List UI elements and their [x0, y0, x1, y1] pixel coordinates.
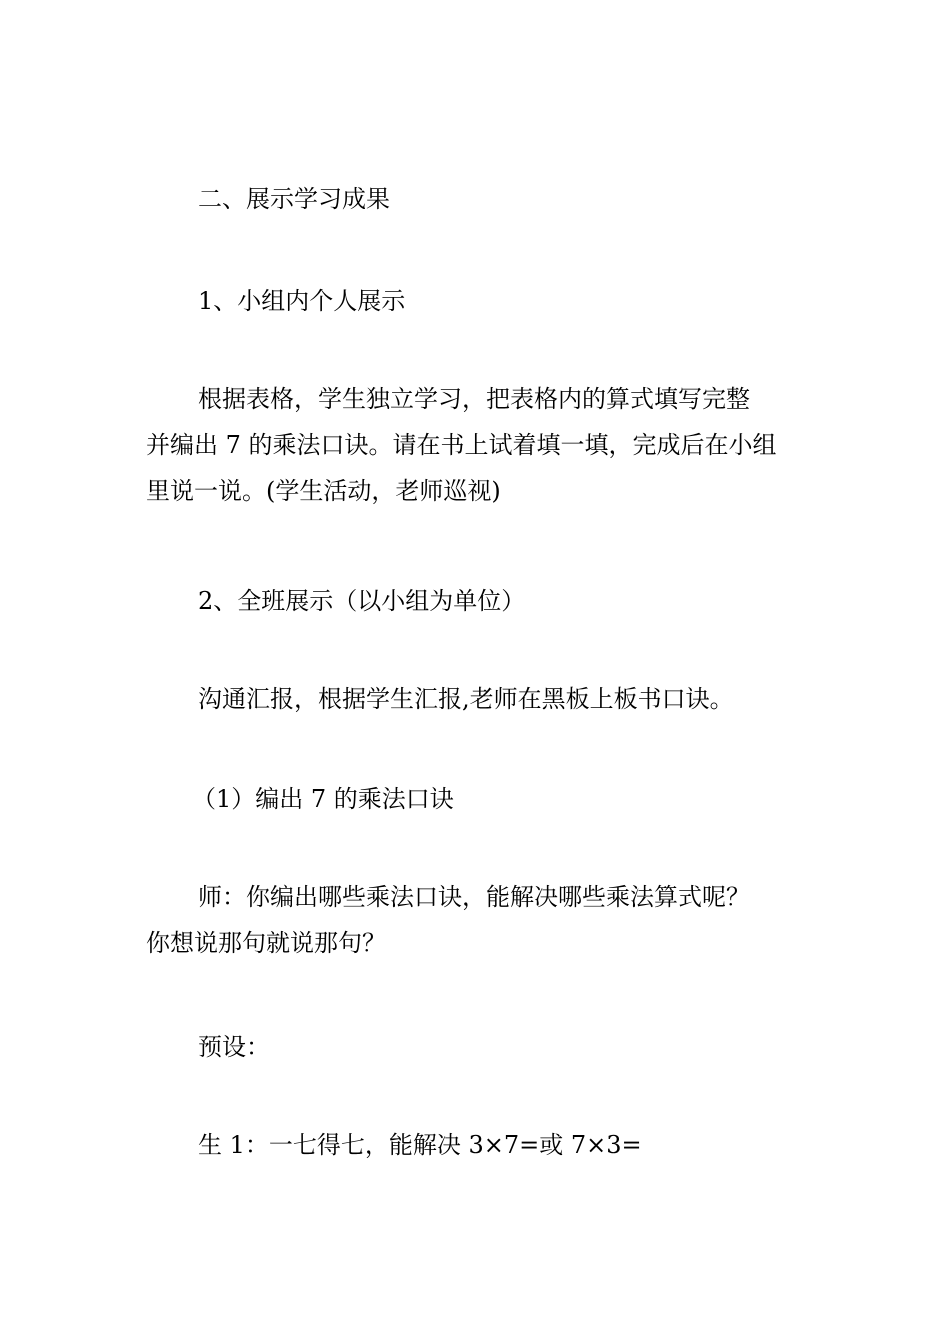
subheading-compose-rhyme: （1）编出 7 的乘法口诀	[192, 785, 454, 813]
preset-label: 预设：	[198, 1033, 270, 1061]
paragraph-report: 沟通汇报，根据学生汇报,老师在黑板上板书口诀。	[198, 685, 734, 713]
paragraph-line: 并编出 7 的乘法口诀。请在书上试着填一填，完成后在小组	[146, 431, 777, 459]
subheading-class-display: 2、全班展示（以小组为单位）	[198, 587, 526, 615]
section-heading: 二、展示学习成果	[198, 185, 390, 213]
paragraph-instructions	[146, 376, 808, 514]
paragraph-line: 里说一说。(学生活动，老师巡视)	[146, 477, 501, 505]
student-answer-1: 生 1：一七得七，能解决 3×7=或 7×3=	[198, 1131, 642, 1159]
paragraph-teacher-question	[146, 874, 808, 966]
paragraph-line: 你想说那句就说那句？	[146, 929, 386, 957]
subheading-group-display: 1、小组内个人展示	[198, 287, 406, 315]
paragraph-line: 根据表格，学生独立学习，把表格内的算式填写完整	[198, 385, 750, 413]
paragraph-line: 师：你编出哪些乘法口诀，能解决哪些乘法算式呢？	[198, 883, 750, 911]
